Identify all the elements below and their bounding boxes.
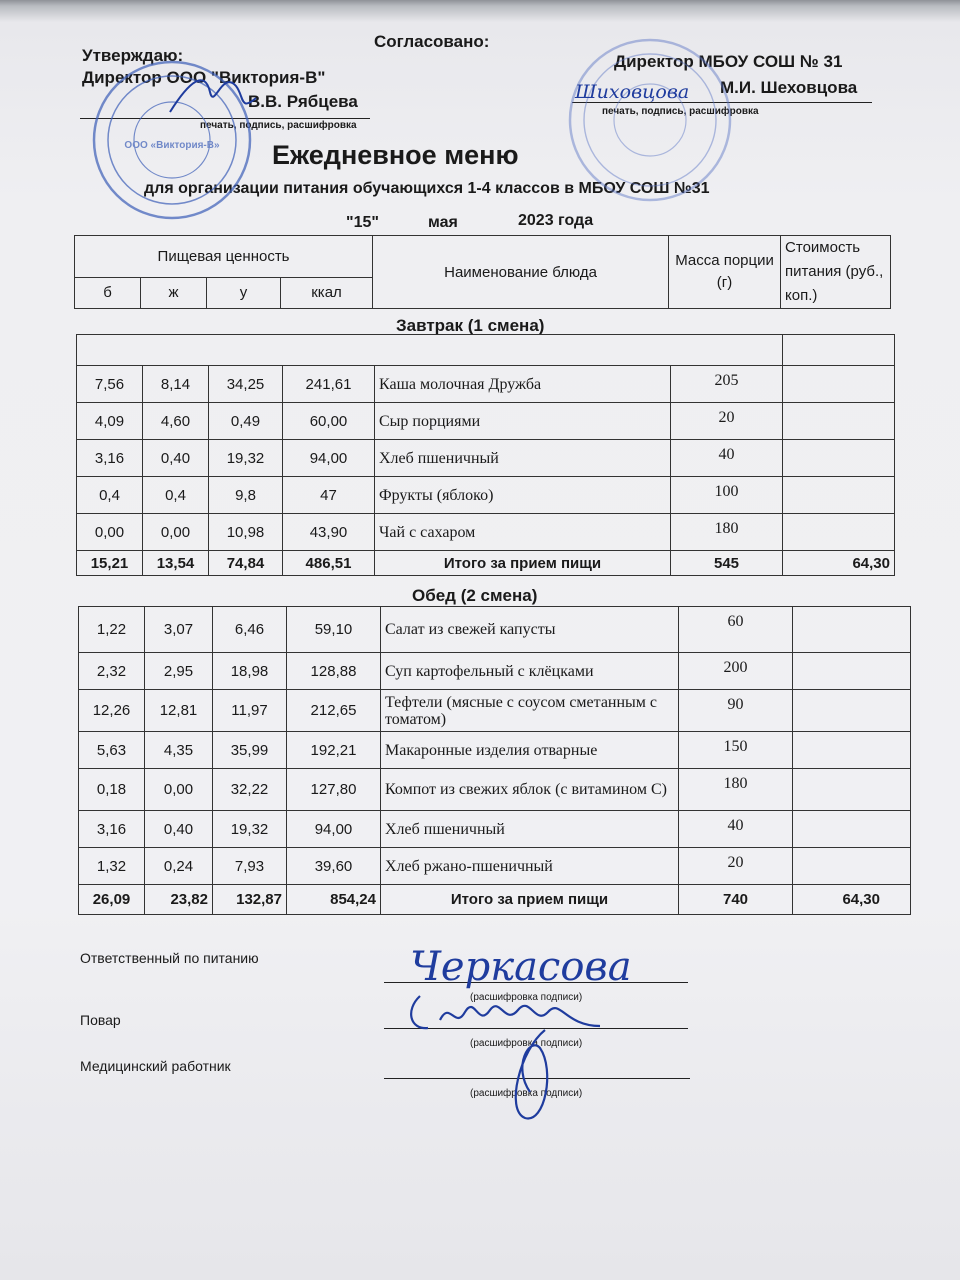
carb-cell: 19,32 [209,440,283,477]
approve-label: Утверждаю: [82,46,184,65]
col-u-header: у [207,277,281,308]
protein-cell: 0,4 [77,477,143,514]
kcal-cell: 128,88 [287,653,381,690]
cook-caption: (расшифровка подписи) [470,1038,583,1049]
total-fat: 23,82 [145,885,213,915]
agree-name: М.И. Шеховцова [720,78,858,97]
mass-cell: 150 [679,732,793,769]
carb-cell: 6,46 [213,607,287,653]
approve-name: В.В. Рябцева [248,92,358,111]
col-b-header: б [75,277,141,308]
date-day: "15" [346,214,379,231]
total-label: Итого за прием пищи [381,885,679,915]
fat-cell: 0,00 [145,769,213,811]
fat-cell: 0,40 [143,440,209,477]
cost-header: Стоимость питания (руб., коп.) [781,236,891,309]
carb-cell: 34,25 [209,366,283,403]
responsible-signature: Черкасова [410,944,632,990]
kcal-cell: 47 [283,477,375,514]
protein-cell: 4,09 [77,403,143,440]
total-label: Итого за прием пищи [375,551,671,576]
agree-position: Директор МБОУ СОШ № 31 [614,52,843,71]
dish-cell: Тефтели (мясные с соусом сметанным с томатом) [381,690,679,732]
kcal-cell: 127,80 [287,769,381,811]
dish-cell: Салат из свежей капусты [381,607,679,653]
mass-cell: 180 [679,769,793,811]
total-carb: 132,87 [213,885,287,915]
carb-cell: 10,98 [209,514,283,551]
protein-cell: 3,16 [79,811,145,848]
fat-cell: 0,00 [143,514,209,551]
fat-cell: 0,40 [145,811,213,848]
lunch-title: Обед (2 смена) [412,586,538,605]
mass-cell: 205 [671,366,783,403]
dish-cell: Суп картофельный с клёцками [381,653,679,690]
protein-cell: 0,18 [79,769,145,811]
mass-cell: 20 [679,848,793,885]
date-month: мая [428,214,458,231]
dish-cell: Макаронные изделия отварные [381,732,679,769]
agreed-label: Согласовано: [374,32,490,51]
right-stamp-icon [570,40,730,200]
approve-position: Директор ООО "Виктория-В" [82,68,326,87]
responsible-label: Ответственный по питанию [80,950,259,966]
total-cost: 64,30 [793,885,911,915]
protein-cell: 2,32 [79,653,145,690]
kcal-cell: 192,21 [287,732,381,769]
fat-cell: 12,81 [145,690,213,732]
cook-label: Повар [80,1012,121,1028]
dish-cell: Компот из свежих яблок (с витамином С) [381,769,679,811]
total-protein: 26,09 [79,885,145,915]
kcal-cell: 60,00 [283,403,375,440]
agree-caption: печать, подпись, расшифровка [602,106,759,117]
kcal-cell: 212,65 [287,690,381,732]
dish-cell: Хлеб пшеничный [375,440,671,477]
fat-cell: 8,14 [143,366,209,403]
left-stamp-center-text: ООО «Виктория-В» [124,140,220,151]
fat-cell: 2,95 [145,653,213,690]
mass-header: Масса порции (г) [669,236,781,309]
cook-signature-icon [411,996,600,1028]
carb-cell: 32,22 [213,769,287,811]
mass-cell: 40 [671,440,783,477]
mass-cell: 90 [679,690,793,732]
fat-cell: 0,24 [145,848,213,885]
carb-cell: 0,49 [209,403,283,440]
protein-cell: 1,32 [79,848,145,885]
dish-cell: Сыр порциями [375,403,671,440]
medic-label: Медицинский работник [80,1058,231,1074]
responsible-caption: (расшифровка подписи) [470,992,583,1003]
dish-cell: Фрукты (яблоко) [375,477,671,514]
medic-caption: (расшифровка подписи) [470,1088,583,1099]
total-fat: 13,54 [143,551,209,576]
total-cost: 64,30 [783,551,895,576]
carb-cell: 19,32 [213,811,287,848]
total-kcal: 486,51 [283,551,375,576]
carb-cell: 35,99 [213,732,287,769]
carb-cell: 9,8 [209,477,283,514]
kcal-cell: 94,00 [283,440,375,477]
page-subtitle: для организации питания обучающихся 1-4 классов в МБОУ СОШ №31 [144,180,710,197]
mass-cell: 20 [671,403,783,440]
page-title: Ежедневное меню [272,140,519,170]
fat-cell: 0,4 [143,477,209,514]
dish-cell: Каша молочная Дружба [375,366,671,403]
dish-header: Наименование блюда [373,236,669,309]
mass-cell: 100 [671,477,783,514]
protein-cell: 12,26 [79,690,145,732]
breakfast-title: Завтрак (1 смена) [396,316,545,335]
dish-cell: Хлеб пшеничный [381,811,679,848]
mass-cell: 180 [671,514,783,551]
fat-cell: 4,60 [143,403,209,440]
kcal-cell: 59,10 [287,607,381,653]
mass-cell: 60 [679,607,793,653]
approve-caption: печать, подпись, расшифровка [200,120,357,131]
kcal-cell: 43,90 [283,514,375,551]
kcal-cell: 241,61 [283,366,375,403]
left-stamp-icon [94,62,250,218]
medic-signature-icon [516,1030,547,1118]
total-mass: 545 [671,551,783,576]
mass-cell: 40 [679,811,793,848]
dish-cell: Чай с сахаром [375,514,671,551]
protein-cell: 0,00 [77,514,143,551]
protein-cell: 5,63 [79,732,145,769]
total-protein: 15,21 [77,551,143,576]
date-year: 2023 года [518,212,594,229]
protein-cell: 7,56 [77,366,143,403]
fat-cell: 3,07 [145,607,213,653]
col-zh-header: ж [141,277,207,308]
total-mass: 740 [679,885,793,915]
dish-cell: Хлеб ржано-пшеничный [381,848,679,885]
total-carb: 74,84 [209,551,283,576]
nutrition-header: Пищевая ценность [75,236,373,278]
mass-cell: 200 [679,653,793,690]
kcal-cell: 39,60 [287,848,381,885]
fat-cell: 4,35 [145,732,213,769]
col-kcal-header: ккал [281,277,373,308]
protein-cell: 1,22 [79,607,145,653]
kcal-cell: 94,00 [287,811,381,848]
carb-cell: 18,98 [213,653,287,690]
protein-cell: 3,16 [77,440,143,477]
total-kcal: 854,24 [287,885,381,915]
agree-signature: Шиховцова [575,81,690,103]
carb-cell: 7,93 [213,848,287,885]
carb-cell: 11,97 [213,690,287,732]
